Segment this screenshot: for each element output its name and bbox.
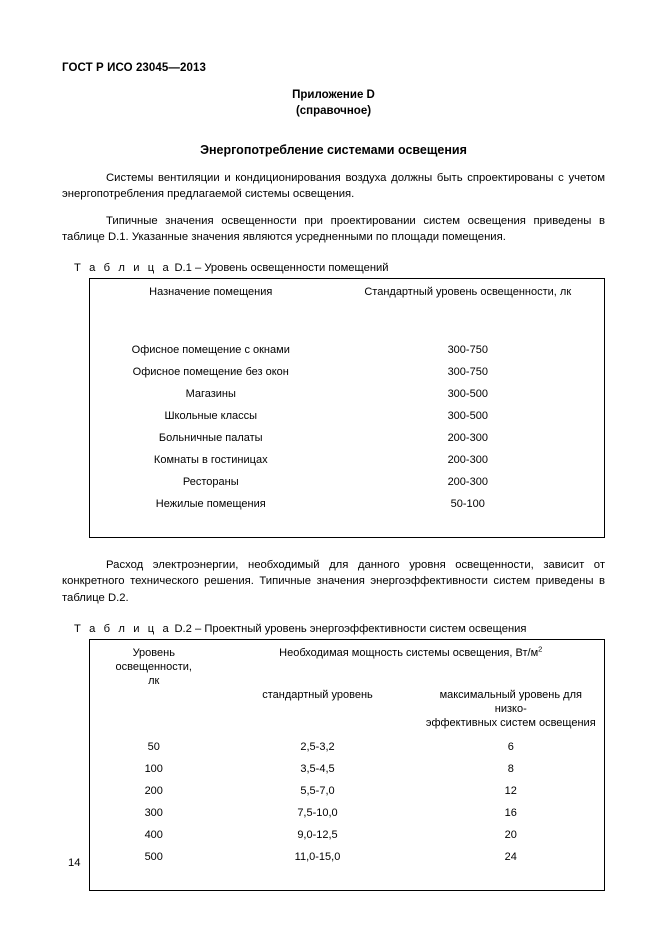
- spacer-cell: [418, 868, 605, 891]
- table-row: [90, 471, 605, 493]
- table-d1-caption-number: D.1: [174, 262, 192, 275]
- cell-standard-power: 11,0-15,0: [294, 851, 341, 864]
- table-d1-caption-dash: –: [194, 262, 202, 275]
- cell-level: 300-500: [447, 388, 488, 401]
- standard-identifier: ГОСТ Р ИСО 23045—2013: [62, 62, 207, 74]
- cell-illuminance: 400: [144, 829, 163, 842]
- cell-illuminance: 200: [144, 785, 163, 798]
- table-d2-caption-number: D.2: [174, 622, 192, 635]
- table-row: [90, 405, 605, 427]
- header-power-text: Необходимая мощность системы освещения, Вт/м: [279, 646, 539, 659]
- annex-subtitle: (справочное): [295, 104, 372, 117]
- cell-level: 200-300: [447, 432, 488, 445]
- cell-room: Офисное помещение без окон: [132, 366, 289, 379]
- paragraph-3: Расход электроэнергии, необходимый для данного уровня освещенности, зависит от конкретного технического решения. Типичные значения энергоэффективности систем приведены в таблице D.2.: [62, 559, 605, 604]
- table-lighting-power-efficiency: [89, 639, 605, 892]
- cell-illuminance: 50: [147, 741, 160, 754]
- table-d1-body: [90, 333, 605, 538]
- cell-illuminance: 500: [144, 851, 163, 864]
- cell-max-power: 24: [504, 851, 517, 864]
- cell-illuminance: 100: [144, 763, 163, 776]
- cell-level: 50-100: [450, 498, 485, 511]
- table-row: [90, 780, 605, 802]
- table-spacer-row: [90, 515, 605, 538]
- cell-standard-power: 2,5-3,2: [300, 741, 335, 754]
- page-content: [62, 0, 605, 891]
- table-d2-caption-label: Т а б л и ц а: [74, 622, 172, 635]
- cell-room: Больничные палаты: [158, 432, 263, 445]
- cell-max-power: 16: [504, 807, 517, 820]
- cell-standard-power: 5,5-7,0: [300, 785, 335, 798]
- cell-room: Магазины: [185, 388, 236, 401]
- table-row: [90, 449, 605, 471]
- cell-room: Нежилые помещения: [155, 498, 266, 511]
- table-row: [90, 383, 605, 405]
- table-row: [90, 333, 605, 361]
- table-row: [90, 730, 605, 758]
- table-header-row: [90, 639, 605, 684]
- table-d2-header-power: [218, 639, 605, 684]
- table-d2-caption-dash: –: [194, 622, 202, 635]
- page-title: Энергопотребление системами освещения: [200, 143, 467, 158]
- page-number: 14: [68, 857, 81, 869]
- cell-standard-power: 7,5-10,0: [297, 807, 338, 820]
- table-d1-caption-label: Т а б л и ц а: [74, 262, 172, 275]
- header-illuminance-line1: Уровень освещенности,: [115, 646, 192, 673]
- table-d1-caption-text: Уровень освещенности помещений: [204, 262, 389, 275]
- cell-room: Школьные классы: [164, 410, 258, 423]
- spacer-cell: [218, 868, 418, 891]
- annex-title: Приложение D: [292, 89, 375, 101]
- cell-max-power: 6: [507, 741, 514, 754]
- table-d2-head: [90, 639, 605, 730]
- table-header-row: [90, 279, 605, 334]
- table-row: [90, 427, 605, 449]
- cell-level: 300-750: [447, 366, 488, 379]
- table-d1-head: [90, 279, 605, 334]
- cell-standard-power: 3,5-4,5: [300, 763, 335, 776]
- table-d2-caption: [62, 623, 605, 635]
- table-row: [90, 493, 605, 515]
- cell-level: 300-750: [447, 344, 488, 357]
- table-row: [90, 802, 605, 824]
- cell-max-power: 12: [504, 785, 517, 798]
- cell-max-power: 8: [507, 763, 514, 776]
- table-illuminance-levels: [89, 278, 605, 538]
- table-row: [90, 846, 605, 868]
- annex-heading-block: [62, 88, 605, 119]
- spacer-cell: [90, 515, 332, 538]
- table-d2-header-illuminance: [90, 639, 218, 730]
- cell-standard-power: 9,0-12,5: [297, 829, 338, 842]
- cell-illuminance: 300: [144, 807, 163, 820]
- table-d1-header-room: Назначение помещения: [149, 286, 273, 299]
- table-row: [90, 361, 605, 383]
- table-d1-caption: [62, 262, 605, 274]
- cell-level: 200-300: [447, 454, 488, 467]
- cell-level: 300-500: [447, 410, 488, 423]
- table-d1-header-level: Стандартный уровень освещенности, лк: [364, 286, 572, 299]
- spacer-cell: [332, 515, 605, 538]
- header-illuminance-line2: лк: [148, 675, 160, 688]
- header-power-superscript: 2: [538, 643, 543, 653]
- table-spacer-row: [90, 868, 605, 891]
- cell-room: Офисное помещение с окнами: [131, 344, 290, 357]
- cell-room: Комнаты в гостиницах: [153, 454, 268, 467]
- table-d2-subheader-maximum: [418, 684, 605, 731]
- cell-level: 200-300: [447, 476, 488, 489]
- paragraph-2: Типичные значения освещенности при проектировании систем освещения приведены в таблице D.1. Указанные значения являются усредненными по площади помещения.: [62, 215, 605, 244]
- subheader-max-line2: эффективных систем освещения: [425, 717, 596, 730]
- table-row: [90, 824, 605, 846]
- cell-max-power: 20: [504, 829, 517, 842]
- spacer-cell: [90, 868, 218, 891]
- cell-room: Рестораны: [182, 476, 239, 489]
- table-row: [90, 758, 605, 780]
- table-d2-subheader-standard: стандартный уровень: [262, 688, 373, 701]
- subheader-max-line1: максимальный уровень для низко-: [439, 688, 582, 715]
- table-d2-body: [90, 730, 605, 891]
- paragraph-1: Системы вентиляции и кондиционирования воздуха должны быть спроектированы с учетом энергопотребления предлагаемой системы освещения.: [62, 172, 605, 201]
- table-d2-caption-text: Проектный уровень энергоэффективности систем освещения: [204, 622, 527, 635]
